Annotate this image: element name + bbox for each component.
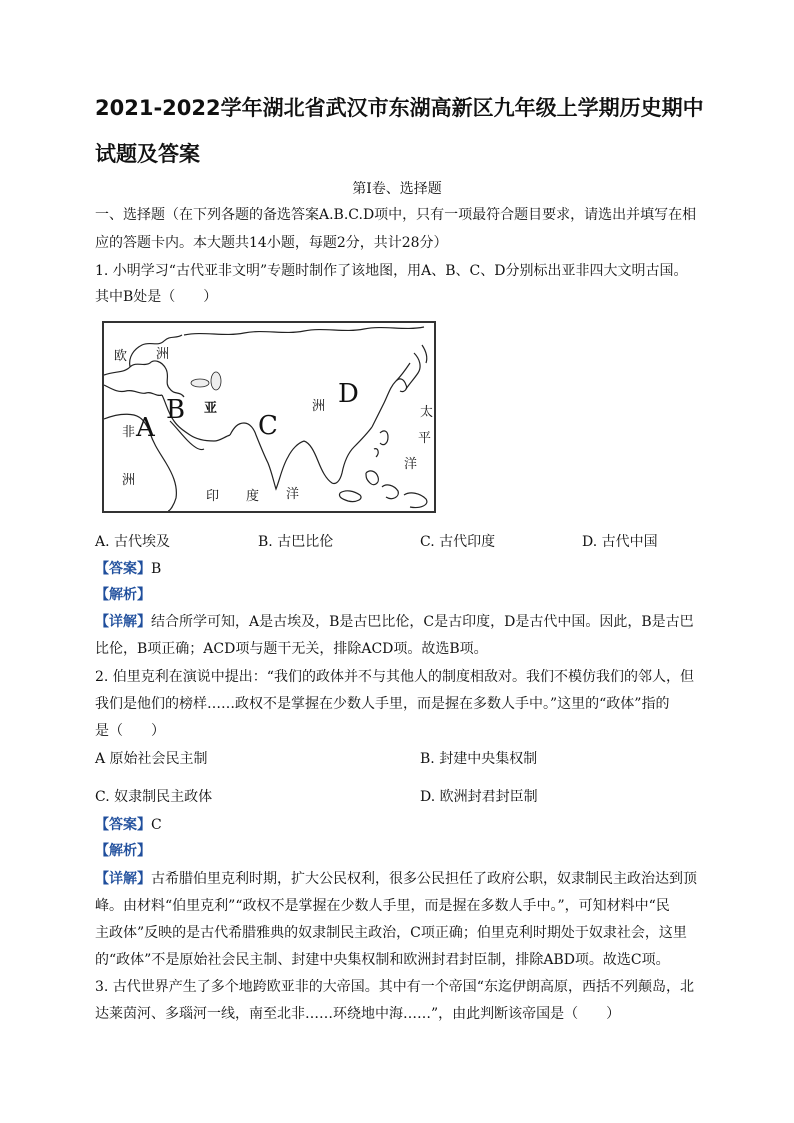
q2-detail-line-4: 的“政体”不是原始社会民主制、封建中央集权制和欧洲封君封臣制，排除ABD项。故选C项。 — [95, 952, 670, 968]
map-marker-b: B — [166, 395, 186, 425]
section-title: 第Ⅰ卷、选择题 — [352, 181, 442, 197]
q1-detail-line-1 — [95, 609, 705, 635]
intro-line-2: 应的答题卡内。本大题共14小题，每题2分，共计28分） — [95, 235, 448, 251]
map-label-indian-ocean-1: 印 — [206, 489, 220, 504]
map-label-pacific-3: 洋 — [404, 457, 418, 472]
q2-detail-tag: 【详解】 — [95, 871, 151, 887]
q1-detail-text-1: 结合所学可知，A是古埃及，B是古巴比伦，C是古印度，D是古代中国。因此，B是古巴 — [151, 614, 694, 630]
document-title-line-2: 试题及答案 — [95, 142, 200, 166]
q2-detail-text-1: 古希腊伯里克利时期，扩大公民权利，很多公民担任了政府公职，奴隶制民主政治达到顶 — [151, 871, 697, 887]
map-label-pacific-1: 太 — [420, 405, 434, 420]
q2-stem-line-2: 我们是他们的榜样……政权不是掌握在少数人手里，而是握在多数人手中。”这里的“政体”指的 — [95, 696, 670, 712]
q1-option-c: C. 古代印度 — [420, 534, 496, 550]
q2-answer-tag: 【答案】 — [95, 817, 151, 833]
map-label-africa-1: 非 — [122, 425, 136, 440]
map-label-indian-ocean-3: 洋 — [286, 487, 300, 502]
q3-stem-line-1: 3. 古代世界产生了多个地跨欧亚非的大帝国。其中有一个帝国“东迄伊朗高原，西括不列颠岛，北 — [95, 979, 694, 995]
q2-answer-value: C — [151, 817, 162, 833]
map-label-europe-2: 洲 — [156, 347, 170, 362]
map-label-africa-2: 洲 — [122, 473, 136, 488]
map-label-indian-ocean-2: 度 — [246, 489, 260, 504]
q1-detail-tag: 【详解】 — [95, 614, 151, 630]
q2-option-c: C. 奴隶制民主政体 — [95, 789, 213, 805]
q2-stem-line-1: 2. 伯里克利在演说中提出：“我们的政体并不与其他人的制度相敌对。我们不模仿我们的邻人，但 — [95, 669, 694, 685]
map-marker-c: C — [258, 411, 278, 441]
q1-answer-tag: 【答案】 — [95, 561, 151, 577]
map-marker-a: A — [136, 413, 155, 443]
q2-analysis-tag: 【解析】 — [95, 843, 151, 859]
ancient-civilizations-map — [102, 321, 436, 513]
q2-answer-line — [95, 812, 705, 838]
map-label-asia-2: 洲 — [312, 399, 326, 414]
q2-stem-line-3: 是（ ） — [95, 723, 165, 739]
q1-option-d: D. 古代中国 — [582, 534, 658, 550]
q1-detail-line-2: 比伦，B项正确；ACD项与题干无关，排除ACD项。故选B项。 — [95, 641, 488, 657]
map-marker-d: D — [338, 379, 359, 409]
q2-option-b: B. 封建中央集权制 — [420, 751, 538, 767]
document-title-line-1: 2021-2022学年湖北省武汉市东湖高新区九年级上学期历史期中 — [95, 96, 704, 120]
q1-option-a: A. 古代埃及 — [95, 534, 171, 550]
q1-analysis-line — [95, 582, 705, 608]
q2-detail-line-1 — [95, 866, 705, 892]
intro-line-1: 一、选择题（在下列各题的备选答案A.B.C.D项中，只有一项最符合题目要求，请选出并填写在相 — [95, 207, 697, 223]
q1-stem-line-1: 1. 小明学习“古代亚非文明”专题时制作了该地图，用A、B、C、D分别标出亚非四大文明古国。 — [95, 263, 688, 279]
map-label-pacific-2: 平 — [418, 431, 432, 446]
q2-detail-line-2: 峰。由材料“伯里克利”“政权不是掌握在少数人手里，而是握在多数人手中。”，可知材料中“民 — [95, 898, 670, 914]
map-label-asia-1: 亚 — [204, 401, 218, 416]
q2-analysis-line — [95, 838, 705, 864]
q1-answer-line — [95, 556, 705, 582]
map-label-europe-1: 欧 — [114, 349, 128, 364]
q3-stem-line-2: 达莱茵河、多瑙河一线，南至北非……环绕地中海……”，由此判断该帝国是（ ） — [95, 1006, 621, 1022]
q2-detail-line-3: 主政体”反映的是古代希腊雅典的奴隶制民主政治，C项正确；伯里克利时期处于奴隶社会，这里 — [95, 925, 687, 941]
q2-option-d: D. 欧洲封君封臣制 — [420, 789, 538, 805]
q1-stem-line-2: 其中B处是（ ） — [95, 289, 218, 305]
q1-answer-value: B — [151, 561, 162, 577]
q1-analysis-tag: 【解析】 — [95, 587, 151, 603]
q1-option-b: B. 古巴比伦 — [258, 534, 334, 550]
q2-option-a: A 原始社会民主制 — [95, 751, 208, 767]
